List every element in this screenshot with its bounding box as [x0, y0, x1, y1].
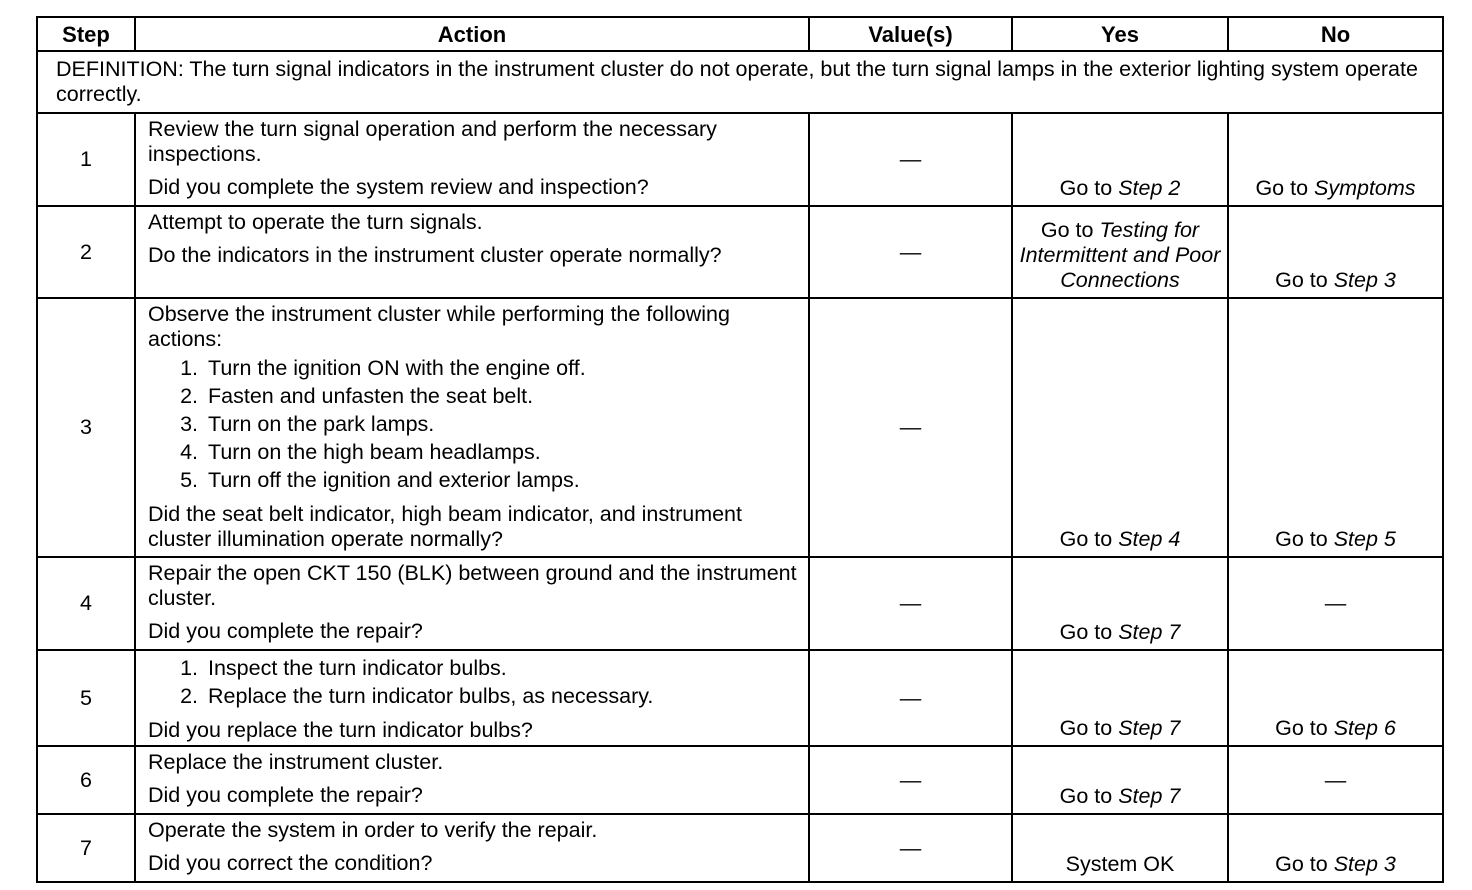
step-value: — — [809, 650, 1012, 746]
step-row — [37, 298, 1443, 557]
step-action — [135, 557, 809, 650]
action-question: Did you complete the system review and inspection? — [148, 175, 649, 199]
step-row — [37, 113, 1443, 206]
step-row — [37, 746, 1443, 814]
substep-item: 1. Inspect the turn indicator bulbs. — [204, 654, 798, 682]
substep-item: 2. Fasten and unfasten the seat belt. — [204, 382, 798, 410]
step-yes — [1012, 557, 1228, 650]
step-number: 5 — [37, 650, 135, 746]
yes-link[interactable]: Step 7 — [1118, 716, 1181, 740]
yes-link[interactable]: Step 2 — [1118, 176, 1181, 200]
yes-link[interactable]: Step 7 — [1118, 784, 1181, 808]
yes-prefix: Go to — [1059, 527, 1119, 551]
yes-link[interactable]: Step 4 — [1118, 527, 1181, 551]
action-question: Did the seat belt indicator, high beam indicator, and instrument cluster illumination operate normally? — [148, 502, 742, 551]
step-number: 6 — [37, 746, 135, 814]
substep-item: 5. Turn off the ignition and exterior lamps. — [204, 466, 798, 494]
action-text: Repair the open CKT 150 (BLK) between ground and the instrument cluster. — [148, 561, 797, 610]
action-question: Did you complete the repair? — [148, 619, 423, 643]
no-prefix: Go to — [1275, 527, 1334, 551]
step-no — [1228, 298, 1443, 557]
action-question: Did you correct the condition? — [148, 851, 433, 875]
step-no: — — [1228, 557, 1443, 650]
step-value: — — [809, 206, 1012, 298]
step-value: — — [809, 557, 1012, 650]
step-row — [37, 814, 1443, 882]
action-text: Attempt to operate the turn signals. — [148, 210, 483, 234]
step-value: — — [809, 746, 1012, 814]
step-number: 1 — [37, 113, 135, 206]
action-text: Review the turn signal operation and perform the necessary inspections. — [148, 117, 717, 166]
action-text: Observe the instrument cluster while performing the following actions: — [148, 302, 730, 351]
step-yes — [1012, 298, 1228, 557]
substep-item: 2. Replace the turn indicator bulbs, as necessary. — [204, 682, 798, 710]
step-yes — [1012, 206, 1228, 298]
yes-prefix: Go to — [1059, 176, 1119, 200]
step-action — [135, 298, 809, 557]
yes-prefix: Go to — [1059, 784, 1119, 808]
diagnostic-table — [36, 16, 1444, 883]
step-value: — — [809, 298, 1012, 557]
step-action — [135, 206, 809, 298]
substep-list — [148, 354, 798, 494]
no-link[interactable]: Step 5 — [1333, 527, 1396, 551]
step-number: 7 — [37, 814, 135, 882]
step-number: 2 — [37, 206, 135, 298]
no-prefix: Go to — [1275, 716, 1334, 740]
step-yes — [1012, 113, 1228, 206]
action-text: Replace the instrument cluster. — [148, 750, 444, 774]
no-link[interactable]: Step 3 — [1333, 852, 1396, 876]
header-row — [37, 17, 1443, 51]
header-step: Step — [37, 17, 135, 51]
no-prefix: Go to — [1255, 176, 1314, 200]
step-row — [37, 650, 1443, 746]
action-text: Operate the system in order to verify the repair. — [148, 818, 598, 842]
step-action — [135, 746, 809, 814]
substep-item: 4. Turn on the high beam headlamps. — [204, 438, 798, 466]
step-number: 4 — [37, 557, 135, 650]
substep-item: 1. Turn the ignition ON with the engine off. — [204, 354, 798, 382]
no-link[interactable]: Step 3 — [1333, 268, 1396, 292]
step-yes: System OK — [1012, 814, 1228, 882]
header-no: No — [1228, 17, 1443, 51]
step-no: — — [1228, 746, 1443, 814]
definition-text: DEFINITION: The turn signal indicators in the instrument cluster do not operate, but the turn signal lamps in the exterior lighting system operate correctly. — [37, 51, 1443, 113]
step-action — [135, 814, 809, 882]
step-row — [37, 206, 1443, 298]
yes-prefix: Go to — [1059, 620, 1119, 644]
header-yes: Yes — [1012, 17, 1228, 51]
no-link[interactable]: Symptoms — [1314, 176, 1416, 200]
step-value: — — [809, 113, 1012, 206]
substep-list — [148, 654, 798, 710]
header-values: Value(s) — [809, 17, 1012, 51]
substep-item: 3. Turn on the park lamps. — [204, 410, 798, 438]
no-link[interactable]: Step 6 — [1333, 716, 1396, 740]
step-no — [1228, 650, 1443, 746]
step-value: — — [809, 814, 1012, 882]
yes-prefix: Go to — [1040, 218, 1100, 242]
action-question: Do the indicators in the instrument cluster operate normally? — [148, 243, 722, 267]
step-row — [37, 557, 1443, 650]
step-no — [1228, 814, 1443, 882]
header-action: Action — [135, 17, 809, 51]
definition-row — [37, 51, 1443, 113]
step-action — [135, 650, 809, 746]
step-action — [135, 113, 809, 206]
step-yes — [1012, 746, 1228, 814]
yes-link[interactable]: Testing for Intermittent and Poor Connections — [1019, 218, 1221, 292]
step-no — [1228, 206, 1443, 298]
step-no — [1228, 113, 1443, 206]
step-number: 3 — [37, 298, 135, 557]
yes-link[interactable]: Step 7 — [1118, 620, 1181, 644]
action-question: Did you complete the repair? — [148, 783, 423, 807]
action-question: Did you replace the turn indicator bulbs? — [148, 718, 533, 742]
step-yes — [1012, 650, 1228, 746]
no-prefix: Go to — [1275, 268, 1334, 292]
yes-prefix: Go to — [1059, 716, 1119, 740]
no-prefix: Go to — [1275, 852, 1334, 876]
